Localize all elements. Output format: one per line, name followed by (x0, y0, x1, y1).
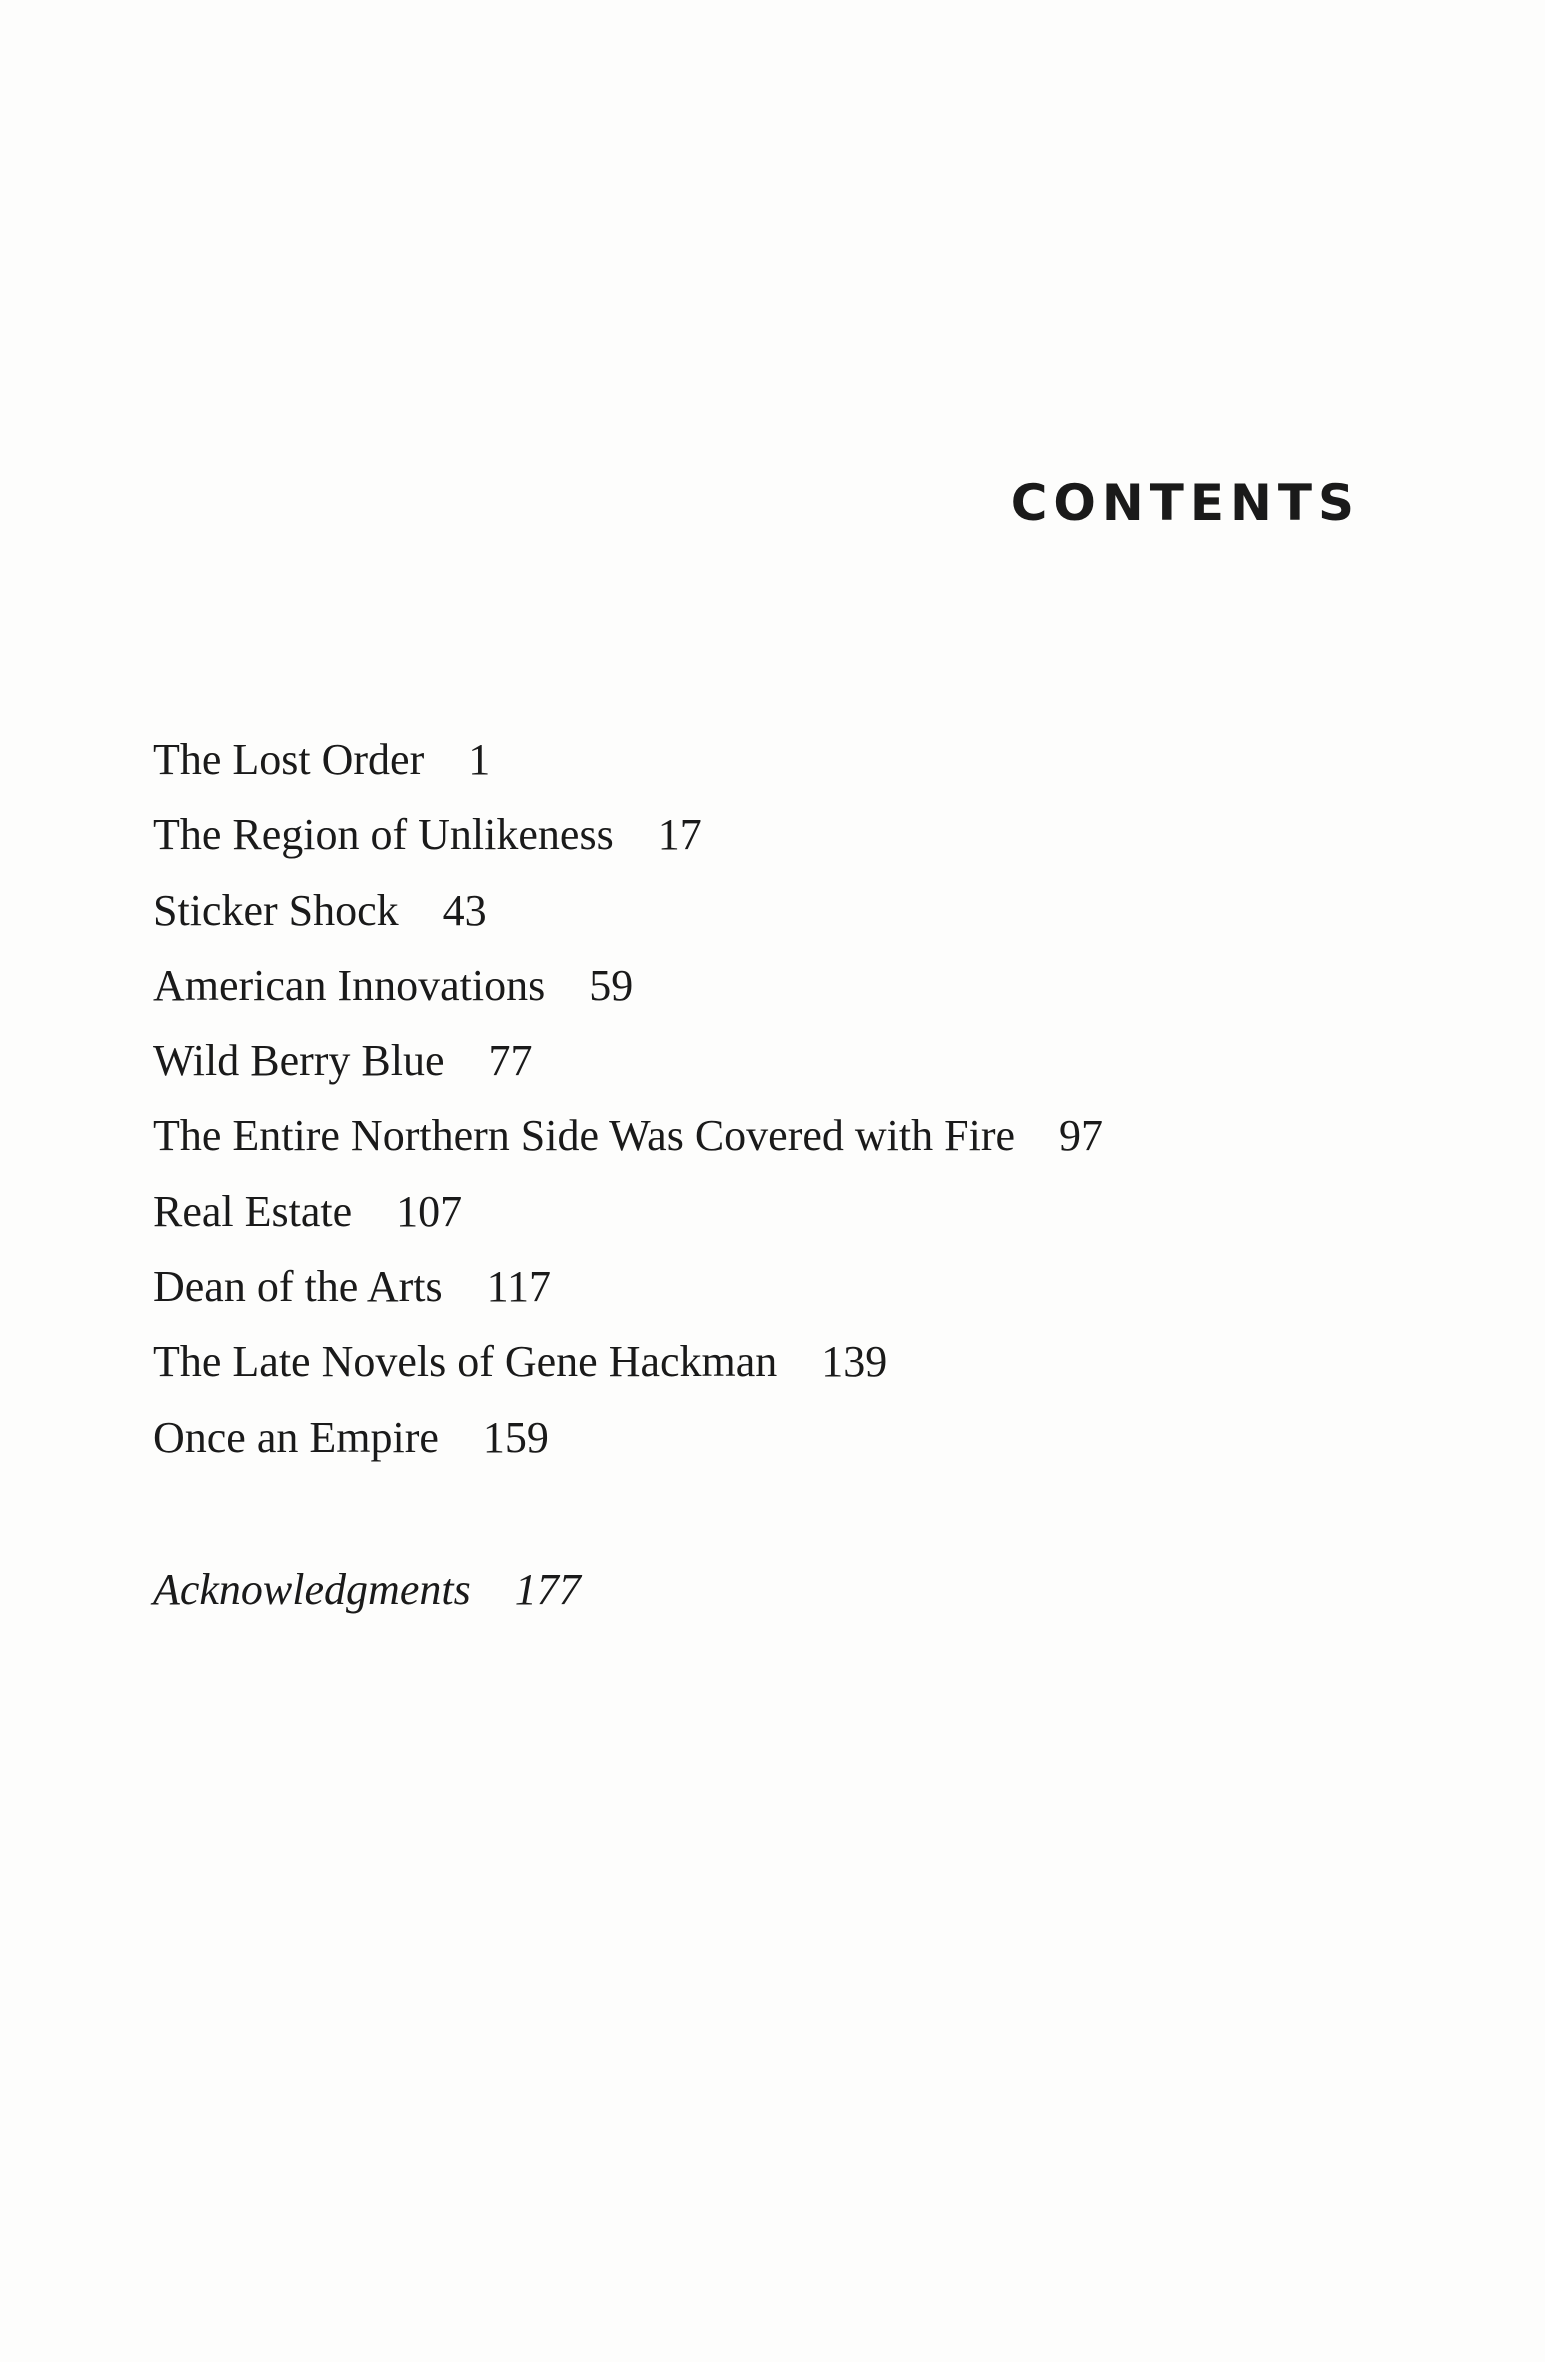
toc-entry-page: 107 (396, 1186, 463, 1236)
toc-entry-page: 97 (1059, 1111, 1103, 1161)
toc-entry (153, 1023, 1103, 1098)
toc-entry (153, 1174, 1103, 1249)
toc-entry-page: 159 (482, 1412, 549, 1462)
toc-entry-page: 177 (514, 1565, 581, 1614)
toc-entry-title: Wild Berry Blue (153, 1036, 445, 1086)
toc-entry (153, 1249, 1103, 1324)
toc-entry (153, 1400, 1103, 1475)
toc-entry-page: 77 (488, 1036, 533, 1086)
toc-entry-title: Dean of the Arts (153, 1262, 443, 1312)
toc-entry-page: 117 (486, 1262, 551, 1312)
toc-entry-page: 1 (468, 735, 491, 784)
toc-entry (153, 1098, 1103, 1173)
toc-entry-title: The Late Novels of Gene Hackman (153, 1337, 778, 1387)
toc-entry (153, 1324, 1103, 1399)
toc-entry (153, 873, 1103, 948)
toc-entry-title: American Innovations (153, 960, 546, 1010)
toc-entry (153, 948, 1103, 1023)
page-title: CONTENTS (1010, 474, 1360, 532)
toc-entry-page: 43 (442, 885, 487, 935)
toc-entry (153, 797, 1103, 872)
toc-entry-title: Once an Empire (153, 1412, 439, 1462)
toc-entry-title: The Lost Order (153, 735, 425, 784)
toc-entry-title: The Region of Unlikeness (153, 810, 614, 860)
toc-entry-page: 59 (589, 960, 634, 1010)
toc-entry-title: Real Estate (153, 1186, 353, 1236)
toc-entry-page: 139 (821, 1337, 888, 1387)
toc-entry (153, 722, 1103, 797)
table-of-contents (153, 722, 1103, 1475)
toc-entry-title: Acknowledgments (153, 1565, 471, 1614)
toc-entry-title: The Entire Northern Side Was Covered with Fire (153, 1111, 1015, 1161)
toc-entry-page: 17 (657, 810, 702, 860)
toc-entry-title: Sticker Shock (153, 885, 399, 935)
toc-back-matter-entry (153, 1552, 581, 1627)
